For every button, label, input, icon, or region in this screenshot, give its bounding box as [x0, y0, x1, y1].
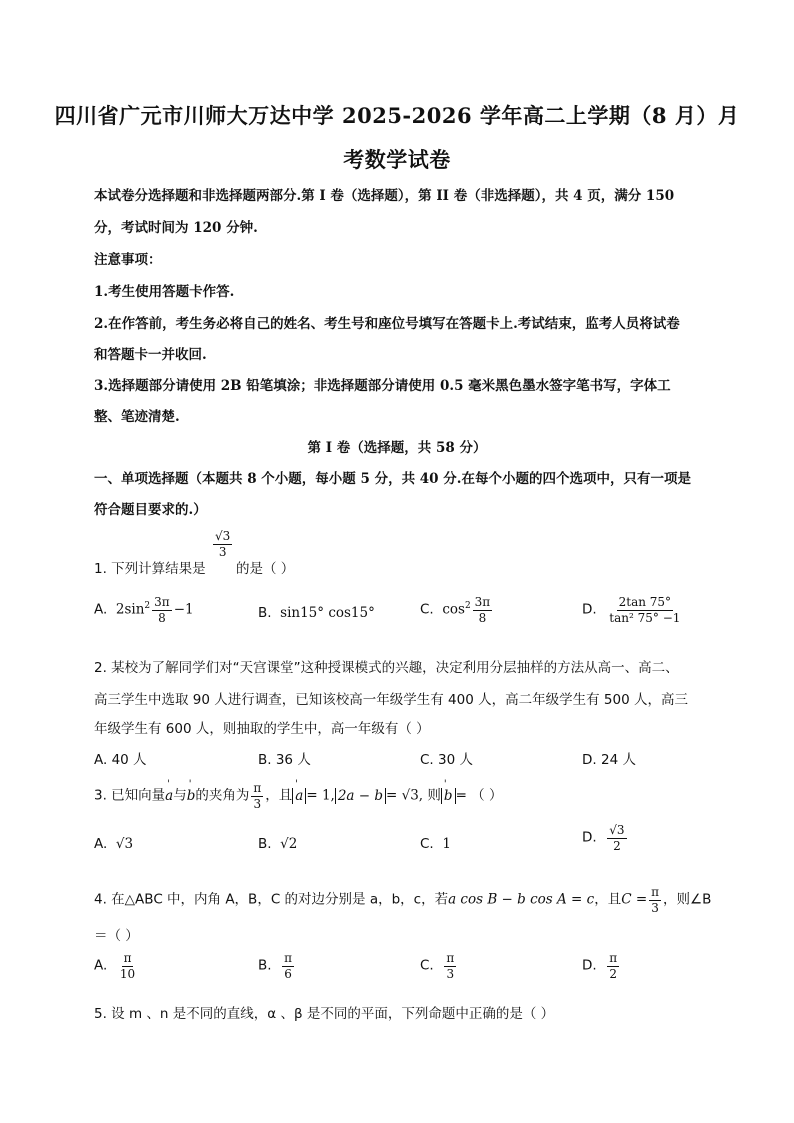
q1-c-pre: cos [442, 601, 465, 618]
q2-line-1: 2. 某校为了解同学们对“天宫课堂”这种授课模式的兴趣，决定利用分层抽样的方法从高一、高二、 [94, 660, 679, 676]
q3-option-b [258, 836, 297, 852]
notice-heading: 注意事项： [94, 252, 162, 268]
q3-eq1: = 1, [306, 787, 335, 804]
q4-stem [94, 886, 711, 914]
q4-tail: ，则∠B [663, 891, 712, 908]
note-2b: 和答题卡一并收回. [94, 347, 207, 363]
q1-a-pre: 2sin [115, 601, 145, 618]
q1-option-d [582, 596, 684, 624]
q3-cond1: ，且 [265, 787, 293, 804]
q4-line-2: ＝（ ） [94, 928, 139, 944]
q4-d-num: π [609, 951, 618, 965]
q1-frac-num: √3 [215, 529, 231, 543]
exam-title-line2: 考数学试卷 [343, 147, 451, 172]
q4-mid: ，且 [594, 891, 622, 908]
q4-c-eq: C = [621, 891, 648, 908]
q4-b-den: 6 [284, 966, 292, 981]
single-choice-heading-b: 符合题目要求的.） [94, 502, 207, 518]
q4-b-label: B. [258, 957, 272, 974]
q3-d-den: 2 [613, 838, 621, 853]
q4-option-d [582, 952, 621, 980]
q1-d-num: 2tan 75° [618, 595, 672, 609]
q4-c-label: C. [420, 957, 434, 974]
q2-option-b: B. 36 人 [258, 752, 311, 768]
q3-c-val: 1 [442, 836, 451, 852]
q3-option-a [94, 836, 133, 852]
part1-heading: 第 I 卷（选择题，共 58 分） [307, 440, 487, 456]
q1-b-text: sin15° cos15° [280, 605, 375, 621]
q3-option-d [582, 824, 629, 852]
q4-three: 3 [651, 900, 659, 915]
intro-line-2: 分，考试时间为 120 分钟. [94, 220, 258, 236]
q2-line-2: 高三学生中选取 90 人进行调查，已知该校高一年级学生有 400 人，高二年级学生有 500 人，高三 [94, 692, 688, 708]
intro-line-1: 本试卷分选择题和非选择题两部分.第 I 卷（选择题），第 II 卷（非选择题），共 4 页，满分 150 [94, 188, 675, 204]
q4-a-num: π [123, 951, 132, 965]
q4-a-den: 10 [119, 966, 136, 981]
q4-d-den: 2 [609, 966, 618, 981]
q1-c-sup: 2 [464, 601, 471, 612]
exam-title-line1: 四川省广元市川师大万达中学 2025-2026 学年高二上学期（8 月）月 [54, 103, 740, 128]
q3-angle-text: 的夹角为 [195, 787, 250, 804]
q1-a-num: 3π [154, 595, 170, 609]
q3-abs-b: ' b [441, 788, 456, 804]
q4-b-num: π [284, 951, 293, 965]
q3-a-val: √3 [115, 836, 134, 852]
q1-d-label: D. [582, 601, 597, 618]
q3-b-label: B. [258, 836, 272, 852]
q1-a-den: 8 [158, 610, 166, 625]
q4-c-den: 3 [446, 966, 455, 981]
q5-stem: 5. 设 m 、n 是不同的直线，α 、β 是不同的平面，下列命题中正确的是（ ） [94, 1006, 555, 1022]
q3-d-num: √3 [609, 823, 625, 837]
q1-option-a [94, 596, 194, 624]
q3-a-label: A. [94, 836, 108, 852]
q2-option-d: D. 24 人 [582, 752, 636, 768]
q1-c-den: 8 [478, 610, 487, 625]
q1-frac-den: 3 [218, 544, 227, 559]
q1-a-label: A. [94, 601, 108, 618]
q4-pre: 4. 在△ABC 中，内角 A，B，C 的对边分别是 a，b，c，若 [94, 891, 449, 908]
q1-c-label: C. [420, 601, 434, 618]
q1-c-num: 3π [474, 595, 491, 609]
q3-option-c [420, 836, 451, 852]
q1-option-c [420, 596, 494, 624]
q2-option-a: A. 40 人 [94, 752, 147, 768]
q1-stem-after: 的是（ ） [236, 561, 295, 577]
note-1: 1.考生使用答题卡作答. [94, 284, 235, 300]
q1-fraction [211, 530, 234, 558]
note-3a: 3.选择题部分请使用 2B 铅笔填涂；非选择题部分请使用 0.5 毫米黑色墨水签字笔书写，字体工 [94, 378, 671, 394]
q4-c-num: π [446, 951, 455, 965]
q3-b-val: √2 [280, 836, 298, 852]
q4-option-a [94, 952, 139, 980]
single-choice-heading-a: 一、单项选择题（本题共 8 个小题，每小题 5 分，共 40 分.在每个小题的四个选项中，只有一项是 [94, 471, 691, 487]
q3-expr: 2a − b [335, 788, 386, 804]
note-2a: 2.在作答前，考生务必将自己的姓名、考生号和座位号填写在答题卡上.考试结束，监考人员将试卷 [94, 316, 680, 332]
q3-eq2: = √3, 则 [386, 787, 441, 804]
q1-b-label: B. [258, 605, 272, 621]
q3-c-label: C. [420, 836, 434, 852]
q2-line-3: 年级学生有 600 人，则抽取的学生中，高一年级有（ ） [94, 721, 430, 737]
q4-option-b [258, 952, 296, 980]
note-3b: 整、笔迹清楚. [94, 409, 180, 425]
q1-a-sup: 2 [144, 601, 151, 612]
q3-pi: π [253, 781, 262, 795]
q1-a-post: −1 [173, 601, 194, 618]
q2-option-c: C. 30 人 [420, 752, 473, 768]
q3-vec-b: ' b [187, 788, 196, 804]
q3-pre: 3. 已知向量 [94, 787, 166, 804]
q1-d-den: tan² 75° −1 [609, 610, 681, 625]
q3-tail: = （ ） [455, 787, 503, 804]
q3-stem [94, 782, 502, 810]
q1-option-b [258, 605, 375, 621]
q4-a-label: A. [94, 957, 108, 974]
q3-three: 3 [253, 796, 262, 811]
q4-d-label: D. [582, 957, 597, 974]
q4-option-c [420, 952, 458, 980]
q3-and: 与 [173, 787, 187, 804]
q3-abs-a: ' a [292, 788, 306, 804]
q3-d-label: D. [582, 829, 597, 846]
q3-vec-a: ' a [165, 788, 173, 804]
q1-stem-before: 1. 下列计算结果是 [94, 561, 206, 577]
q4-eqn: a cos B − b cos A = c [448, 891, 595, 908]
q4-pi: π [651, 885, 660, 899]
